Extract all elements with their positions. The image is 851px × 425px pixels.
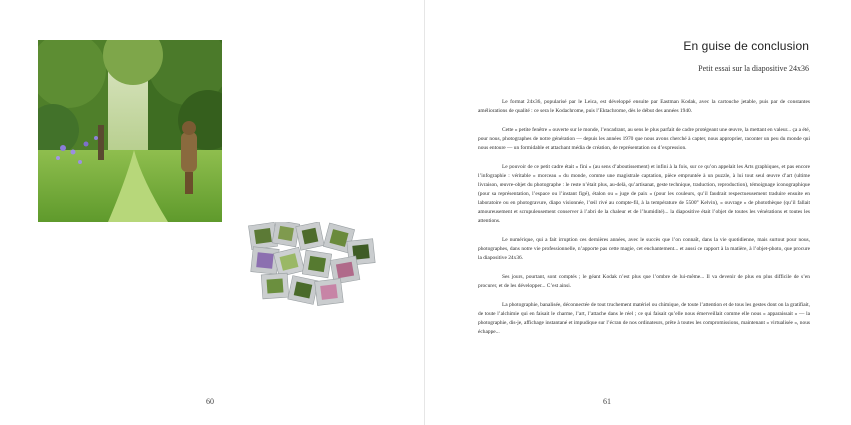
- paragraph: La photographie, banalisée, déconnectée de tout truchement matériel ou chimique, de toute l’attention et de tous les gestes dont on la gratifiait, de toute l’alchimie qui en faisait le charme, l’art, l’attache dans le réel ; ce qui faisait qu’elle nous émerveillait comme elle nous « apparaissait » — la photographie, dis-je, affichage instantané et impudique sur l’écran de nos ordinateurs, prête à toutes les compromissions, maintenant « virtualisée », nous échappe...: [478, 302, 810, 335]
- chapter-subtitle: Petit essai sur la diapositive 24x36: [698, 64, 809, 73]
- left-page: [0, 0, 425, 425]
- body-text: [478, 98, 810, 337]
- slides-photo: [248, 222, 384, 308]
- paragraph: Le format 24x36, popularisé par le Leica, est développé ensuite par Eastman Kodak, avec la cartouche jetable, puis par de constantes améliorations de qualité : ce sera le Kodachrome, puis l’Ektachrome, dès le début des années 1940.: [478, 99, 810, 114]
- paragraph: Le numérique, qui a fait irruption ces dernières années, avec le succès que l’on connaît, dans la vie quotidienne, mais surtout pour nous, photographes, dans notre vie professionnelle, n’apporte pas cette magie, cet enchantement... et aussi ce rapport à la matière, à l’objet-photo, que procure la diapositive 24x36.: [478, 237, 810, 261]
- page-number: 61: [603, 397, 611, 406]
- chapter-title: En guise de conclusion: [683, 39, 809, 53]
- page-number: 60: [206, 397, 214, 406]
- paragraph: Ses jours, pourtant, sont comptés ; le géant Kodak n’est plus que l’ombre de lui-même... Il va devenir de plus en plus difficile de s’en procurer, et de les développer... C’est ainsi.: [478, 274, 810, 289]
- garden-path-photo: [38, 40, 222, 222]
- paragraph: Cette « petite fenêtre » ouverte sur le monde, l’encadrant, au sens le plus parfait de cadre protégeant une œuvre, la mettant en valeur... ça a été, pour nous, photographes de notre génération — depuis les années 1970 que nous avons cherché à capter, nous approprier, raconter un peu du monde qui nous entoure — un formidable et attachant média de création, de représentation ou d’expression.: [478, 127, 810, 151]
- paragraph: Le pouvoir de ce petit cadre était « fini » (au sens d’aboutissement) et infini à la fois, sur ce qu’on appelait les Arts graphiques, et pas encore l’infographie : véritable « morceau » du monde, comme une magistrale captation, pièce empruntée à un puzzle, à lui tout seul œuvre d’art (ultime livraison, œuvre-objet du photographe : le reste n’était plus, au-delà, qu’artisanat, geste technique, traduction, reproduction), témoignage iconographique (pour sa représentation, l’espace ou l’instant figé), étalon ou « juge de paix » (pour les couleurs, qu’il faudrait respectueusement traduire ensuite en laboratoire ou en photogravure, diapo visionnée, l’œil rivé au compte-fil, à la température de 5500° Kelvin), « ouvrage » de photothèque (qu’il fallait amoureusement et scrupuleusement conserver à l’abri de la chaleur et de l’humidité)... la diapositive était l’objet de toutes les vénérations et toutes les attentions.: [478, 164, 810, 224]
